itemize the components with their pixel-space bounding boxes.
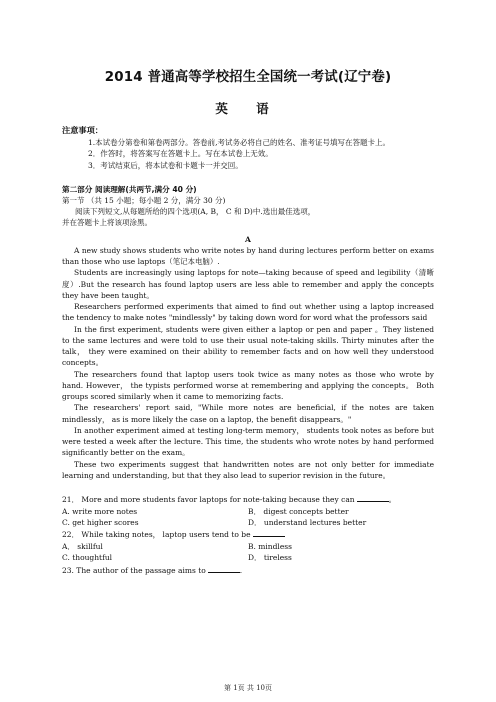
question-stem — [62, 528, 434, 540]
exam-title: 2014 普通高等学校招生全国统一考试(辽宁卷) — [104, 70, 392, 85]
notice-item: 2．作答时，将答案写在答题卡上。写在本试卷上无效。 — [88, 149, 273, 159]
options-row — [62, 517, 434, 528]
passage-paragraph: A new study shows students who write notes by hand during lectures perform better on exams than those who use laptops（笔记本电脑）. — [62, 245, 434, 267]
question-22 — [62, 528, 434, 563]
passage-paragraph: The researchers' report said, "While more notes are beneficial, if the notes are taken mindlessly， as is more likely the case on a laptop, the benefit disappears。" — [62, 403, 434, 424]
instructions-line: 阅读下列短文,从每题所给的四个选项(A, B， C 和 D)中.选出最佳选项， — [75, 206, 316, 216]
passage-paragraph: In another experiment aimed at testing long-term memory， students took notes as before but were tested a week after the lecture. This time, the students who wrote notes by hand performed significantly better on the exam。 — [62, 425, 434, 458]
question-text: 21． More and more students favor laptops for note-taking because they can — [62, 495, 355, 505]
instructions-line: 并在答题卡上将该项涂黑。 — [62, 217, 152, 227]
passage-paragraph: These two experiments suggest that handwritten notes are not only better for immediate learning and understanding, but that they also lead to superior revision in the future。 — [62, 459, 434, 480]
answer-blank[interactable] — [253, 528, 285, 537]
passage-paragraph: Researchers performed experiments that aimed to find out whether using a laptop increased the tendency to make notes "mindlessly" by taking down word for word what the professors said — [62, 302, 434, 323]
question-21 — [62, 493, 434, 528]
question-suffix: . — [239, 565, 243, 575]
option-d[interactable]: D． understand lectures better — [248, 517, 367, 527]
option-a[interactable]: A． skillful — [62, 541, 103, 551]
passage-paragraph: In the first experiment, students were given either a laptop or pen and paper 。They listened to the same lectures and were told to use their usual note-taking skills. Thirty minutes after the talk， they were examined on their ability to remember facts and on how well they understood concepts。 — [62, 324, 434, 368]
option-c[interactable]: C. thoughtful — [62, 553, 113, 563]
part-title: 第一节 （共 15 小题；每小题 2 分，满分 30 分) — [62, 195, 226, 205]
notice-item: 3．考试结束后，将本试卷和卡题卡一并交回。 — [88, 160, 243, 170]
question-text: 22． While taking notes， laptop users tend to be — [62, 530, 251, 540]
option-d[interactable]: D． tireless — [248, 553, 292, 563]
passage-paragraph: Students are increasingly using laptops for note—taking because of speed and legibility（清晰度）.But the research has found laptop users are less able to remember and apply the concepts they have been taught。 — [62, 268, 434, 300]
subject-title: 英 语 — [215, 101, 281, 116]
option-c[interactable]: C. get higher scores — [62, 517, 139, 527]
section-title: 第二部分 阅读理解(共两节,满分 40 分) — [62, 184, 197, 194]
passage-paragraph: The researchers found that laptop users took twice as many notes as those who wrote by hand. However， the typists performed worse at remembering and applying the concepts。 Both groups scored similarly when it came to memorizing facts. — [62, 369, 434, 402]
question-stem — [62, 564, 434, 576]
option-b[interactable]: B. mindless — [248, 541, 292, 551]
question-23 — [62, 564, 434, 576]
answer-blank[interactable] — [357, 493, 389, 502]
options-row — [62, 506, 434, 517]
option-a[interactable]: A. write more notes — [62, 506, 138, 516]
notice-item: 1.本试卷分第卷和第卷两部分。答卷前,考试务必将自己的姓名、准考证号填写在答题卡上。 — [88, 138, 391, 147]
passage-label: A — [245, 234, 251, 244]
options-row — [62, 552, 434, 563]
notice-title: 注意事项： — [62, 125, 103, 135]
option-b[interactable]: B． digest concepts better — [248, 506, 349, 516]
page-footer: 第 1页 共 10页 — [223, 684, 273, 692]
options-row — [62, 541, 434, 552]
answer-blank[interactable] — [208, 564, 243, 575]
exam-page — [62, 66, 434, 576]
question-stem — [62, 493, 434, 505]
question-suffix: 。 — [388, 495, 397, 505]
question-text: 23. The author of the passage aims to — [62, 565, 206, 575]
